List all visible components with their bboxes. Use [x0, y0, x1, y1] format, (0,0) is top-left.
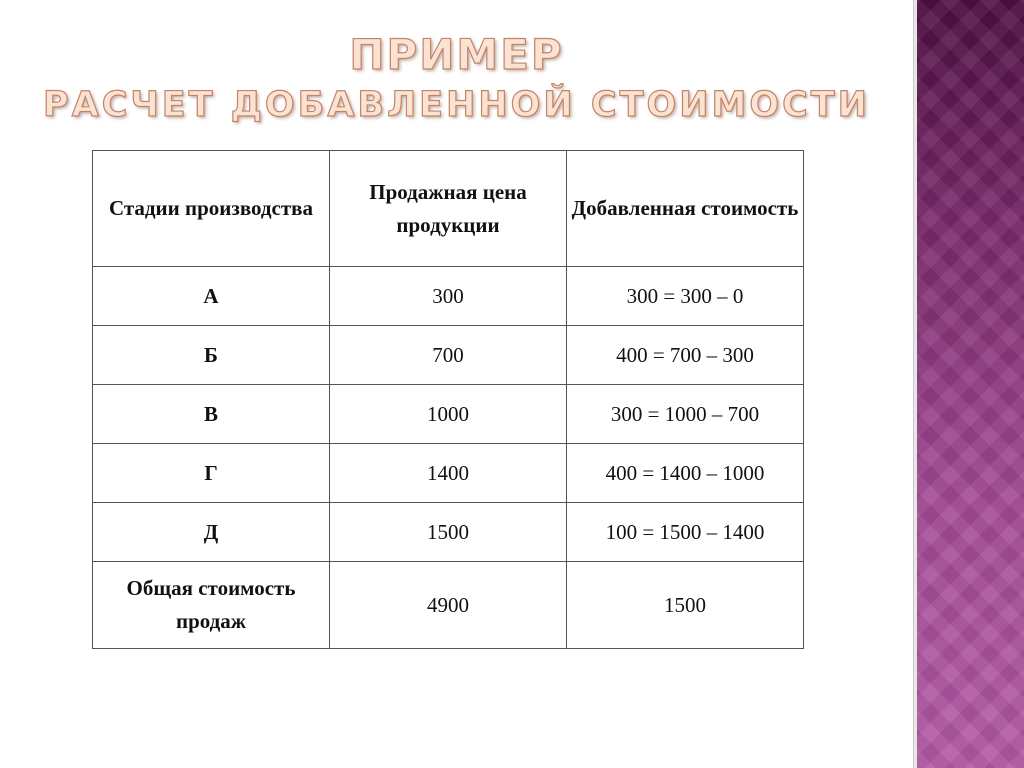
stage-cell: Б — [93, 326, 330, 385]
added-value-cell: 400 = 1400 – 1000 — [567, 444, 804, 503]
added-value-cell: 100 = 1500 – 1400 — [567, 503, 804, 562]
added-value-cell: 300 = 1000 – 700 — [567, 385, 804, 444]
price-cell: 1000 — [330, 385, 567, 444]
added-value-cell: 300 = 300 – 0 — [567, 267, 804, 326]
header-stages: Стадии производства — [93, 151, 330, 267]
total-added-value-cell: 1500 — [567, 562, 804, 649]
table-row — [93, 326, 804, 385]
price-cell: 300 — [330, 267, 567, 326]
table-row — [93, 444, 804, 503]
table-header-row — [93, 151, 804, 267]
decorative-side-band — [916, 0, 1024, 768]
header-added-value: Добавленная стоимость — [567, 151, 804, 267]
value-added-table — [92, 150, 804, 649]
price-cell: 1400 — [330, 444, 567, 503]
stage-cell: А — [93, 267, 330, 326]
side-band-divider — [913, 0, 917, 768]
price-cell: 1500 — [330, 503, 567, 562]
total-price-cell: 4900 — [330, 562, 567, 649]
table-row — [93, 385, 804, 444]
table-total-row — [93, 562, 804, 649]
total-label-cell: Общая стоимость продаж — [93, 562, 330, 649]
slide-subtitle: РАСЧЕТ ДОБАВЛЕННОЙ СТОИМОСТИ — [43, 85, 870, 125]
added-value-cell: 400 = 700 – 300 — [567, 326, 804, 385]
slide-title: ПРИМЕР — [349, 30, 564, 79]
header-price: Продажная цена продукции — [330, 151, 567, 267]
stage-cell: В — [93, 385, 330, 444]
table-row — [93, 267, 804, 326]
table-row — [93, 503, 804, 562]
stage-cell: Г — [93, 444, 330, 503]
stage-cell: Д — [93, 503, 330, 562]
price-cell: 700 — [330, 326, 567, 385]
